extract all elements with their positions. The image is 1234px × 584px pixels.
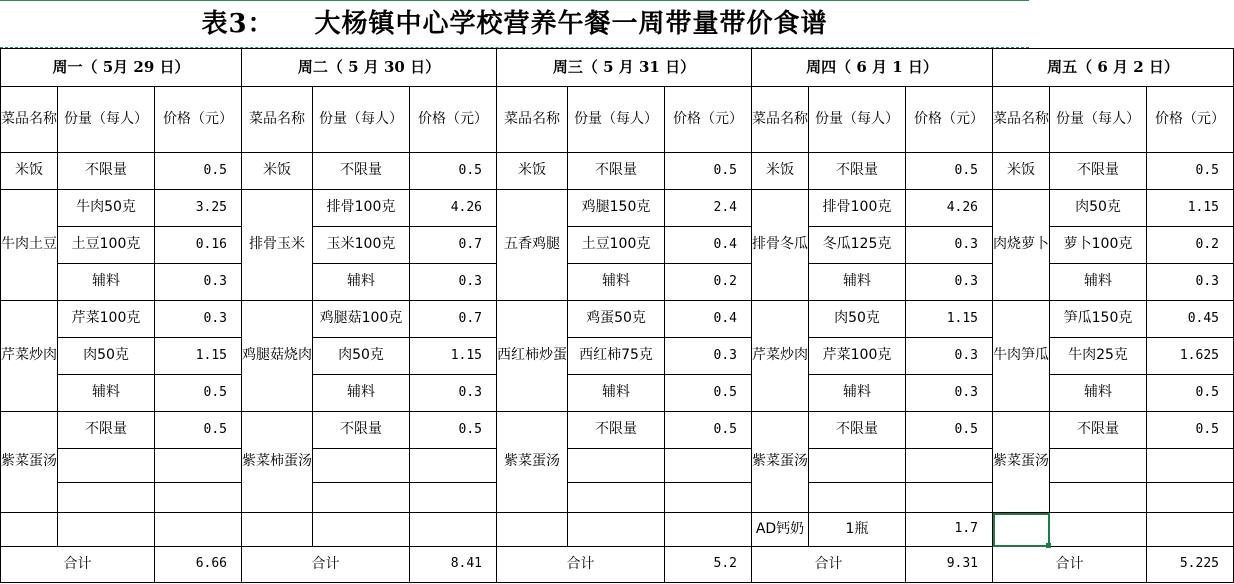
- total-row: [1, 547, 1234, 583]
- price-cell[interactable]: 1.15: [1147, 190, 1234, 227]
- portion-cell[interactable]: 辅料: [809, 375, 906, 412]
- menu-table: [0, 48, 1234, 583]
- portion-cell[interactable]: 辅料: [1050, 264, 1147, 301]
- dish-name-cell[interactable]: 肉烧萝卜: [993, 190, 1050, 301]
- table-row: [1, 49, 1234, 87]
- portion-cell[interactable]: 鸡腿150克: [568, 190, 665, 227]
- dish-name-cell[interactable]: 芹菜炒肉: [1, 301, 58, 412]
- price-cell[interactable]: 1.7: [906, 513, 993, 547]
- price-cell[interactable]: 0.4: [665, 227, 752, 264]
- empty-cell[interactable]: [410, 449, 497, 483]
- portion-cell[interactable]: 鸡蛋50克: [568, 301, 665, 338]
- empty-cell[interactable]: [313, 483, 410, 513]
- price-cell[interactable]: 0.5: [665, 412, 752, 449]
- price-cell[interactable]: 0.3: [665, 338, 752, 375]
- dish-name-cell[interactable]: AD钙奶: [752, 513, 809, 547]
- price-cell[interactable]: 0.5: [1147, 153, 1234, 190]
- price-cell[interactable]: 4.26: [410, 190, 497, 227]
- portion-cell[interactable]: 不限量: [568, 412, 665, 449]
- portion-cell[interactable]: 肉50克: [1050, 190, 1147, 227]
- portion-cell[interactable]: 西红柿75克: [568, 338, 665, 375]
- portion-cell[interactable]: 笋瓜150克: [1050, 301, 1147, 338]
- price-cell[interactable]: 0.3: [410, 264, 497, 301]
- title-main: 大杨镇中心学校营养午餐一周带量带价食谱: [314, 9, 828, 39]
- dish-name-cell[interactable]: 米饭: [1, 153, 58, 190]
- table-row: [1, 483, 1234, 513]
- dish-name-cell[interactable]: 米饭: [242, 153, 313, 190]
- portion-cell[interactable]: [568, 513, 665, 547]
- total-label[interactable]: 合计: [1, 547, 155, 583]
- portion-cell[interactable]: 玉米100克: [313, 227, 410, 264]
- day-header[interactable]: 周四（ 6 月 1 日）: [752, 49, 993, 87]
- empty-cell[interactable]: [1050, 449, 1147, 483]
- price-cell[interactable]: 0.4: [665, 301, 752, 338]
- col-header-price[interactable]: 价格（元）: [410, 87, 497, 153]
- dish-name-cell[interactable]: 紫菜蛋汤: [1, 412, 58, 513]
- total-label[interactable]: 合计: [497, 547, 665, 583]
- portion-cell[interactable]: 牛肉25克: [1050, 338, 1147, 375]
- price-cell[interactable]: 3.25: [155, 190, 242, 227]
- dish-name-cell[interactable]: 米饭: [993, 153, 1050, 190]
- table-row: [1, 301, 1234, 338]
- price-cell[interactable]: 0.5: [410, 153, 497, 190]
- total-label[interactable]: 合计: [752, 547, 906, 583]
- dish-name-cell[interactable]: 排骨冬瓜: [752, 190, 809, 301]
- price-cell[interactable]: 0.3: [906, 264, 993, 301]
- dish-name-cell[interactable]: 米饭: [497, 153, 568, 190]
- portion-cell[interactable]: 不限量: [1050, 153, 1147, 190]
- fill-handle[interactable]: [1046, 543, 1051, 548]
- empty-cell[interactable]: [155, 483, 242, 513]
- portion-cell[interactable]: 土豆100克: [568, 227, 665, 264]
- dish-name-cell[interactable]: 芹菜炒肉: [752, 301, 809, 412]
- day-header[interactable]: 周五（ 6 月 2 日）: [993, 49, 1234, 87]
- portion-cell[interactable]: 辅料: [568, 264, 665, 301]
- empty-cell[interactable]: [665, 483, 752, 513]
- col-header-portion[interactable]: 份量（每人）: [809, 87, 906, 153]
- dish-name-cell[interactable]: 紫菜蛋汤: [752, 412, 809, 513]
- portion-cell[interactable]: [1050, 513, 1147, 547]
- portion-cell[interactable]: 不限量: [313, 153, 410, 190]
- portion-cell[interactable]: 排骨100克: [313, 190, 410, 227]
- col-header-price[interactable]: 价格（元）: [665, 87, 752, 153]
- portion-cell[interactable]: 土豆100克: [58, 227, 155, 264]
- empty-cell[interactable]: [58, 449, 155, 483]
- table-row: [1, 87, 1234, 153]
- col-header-price[interactable]: 价格（元）: [155, 87, 242, 153]
- price-cell[interactable]: 0.5: [1147, 375, 1234, 412]
- price-cell[interactable]: 0.7: [410, 301, 497, 338]
- col-header-portion[interactable]: 份量（每人）: [1050, 87, 1147, 153]
- price-cell[interactable]: [665, 513, 752, 547]
- portion-cell[interactable]: 辅料: [313, 264, 410, 301]
- table-row: [1, 375, 1234, 412]
- price-cell[interactable]: 0.7: [410, 227, 497, 264]
- col-header-portion[interactable]: 份量（每人）: [568, 87, 665, 153]
- dish-name-cell[interactable]: 牛肉笋瓜: [993, 301, 1050, 412]
- portion-cell[interactable]: 鸡腿菇100克: [313, 301, 410, 338]
- dish-name-cell[interactable]: 紫菜蛋汤: [993, 412, 1050, 513]
- price-cell[interactable]: 0.5: [155, 153, 242, 190]
- portion-cell[interactable]: 芹菜100克: [58, 301, 155, 338]
- col-header-dish[interactable]: 菜品名称: [497, 87, 568, 153]
- empty-cell[interactable]: [568, 449, 665, 483]
- dish-name-cell[interactable]: 牛肉土豆: [1, 190, 58, 301]
- price-cell[interactable]: 0.5: [155, 375, 242, 412]
- empty-cell[interactable]: [568, 483, 665, 513]
- price-cell[interactable]: 0.5: [665, 375, 752, 412]
- price-cell[interactable]: 1.625: [1147, 338, 1234, 375]
- empty-cell[interactable]: [155, 449, 242, 483]
- portion-cell[interactable]: 冬瓜125克: [809, 227, 906, 264]
- price-cell[interactable]: 0.16: [155, 227, 242, 264]
- price-cell[interactable]: 0.3: [906, 338, 993, 375]
- empty-cell[interactable]: [906, 449, 993, 483]
- price-cell[interactable]: 0.5: [906, 153, 993, 190]
- portion-cell[interactable]: 1瓶: [809, 513, 906, 547]
- total-label[interactable]: 合计: [993, 547, 1147, 583]
- col-header-dish[interactable]: 菜品名称: [1, 87, 58, 153]
- total-value[interactable]: 5.2: [665, 547, 752, 583]
- empty-cell[interactable]: [809, 483, 906, 513]
- empty-cell[interactable]: [58, 483, 155, 513]
- table-row: [1, 153, 1234, 190]
- price-cell[interactable]: [155, 513, 242, 547]
- portion-cell[interactable]: 辅料: [58, 264, 155, 301]
- col-header-dish[interactable]: 菜品名称: [752, 87, 809, 153]
- price-cell[interactable]: 4.26: [906, 190, 993, 227]
- price-cell[interactable]: [1147, 513, 1234, 547]
- portion-cell[interactable]: 不限量: [313, 412, 410, 449]
- portion-cell[interactable]: 萝卜100克: [1050, 227, 1147, 264]
- dish-name-cell[interactable]: 五香鸡腿: [497, 190, 568, 301]
- portion-cell[interactable]: 辅料: [313, 375, 410, 412]
- portion-cell[interactable]: 不限量: [1050, 412, 1147, 449]
- title-prefix: 表3：: [201, 9, 275, 39]
- day-header[interactable]: 周一（ 5月 29 日）: [1, 49, 242, 87]
- price-cell[interactable]: 0.5: [1147, 412, 1234, 449]
- table-row: [1, 412, 1234, 449]
- empty-cell[interactable]: [809, 449, 906, 483]
- col-header-dish[interactable]: 菜品名称: [242, 87, 313, 153]
- price-cell[interactable]: 1.15: [410, 338, 497, 375]
- day-header[interactable]: 周三（ 5 月 31 日）: [497, 49, 752, 87]
- col-header-price[interactable]: 价格（元）: [1147, 87, 1234, 153]
- col-header-dish[interactable]: 菜品名称: [993, 87, 1050, 153]
- col-header-portion[interactable]: 份量（每人）: [313, 87, 410, 153]
- price-cell[interactable]: 0.3: [155, 264, 242, 301]
- table-row: [1, 190, 1234, 227]
- price-cell[interactable]: 0.5: [410, 412, 497, 449]
- price-cell[interactable]: 0.3: [906, 375, 993, 412]
- dish-name-cell[interactable]: 米饭: [752, 153, 809, 190]
- price-cell[interactable]: 0.3: [1147, 264, 1234, 301]
- portion-cell[interactable]: 肉50克: [313, 338, 410, 375]
- col-header-portion[interactable]: 份量（每人）: [58, 87, 155, 153]
- total-value[interactable]: 8.41: [410, 547, 497, 583]
- dish-name-cell[interactable]: [1, 513, 58, 547]
- empty-cell[interactable]: [410, 483, 497, 513]
- table-row: [1, 513, 1234, 547]
- price-cell[interactable]: 0.45: [1147, 301, 1234, 338]
- portion-cell[interactable]: 肉50克: [809, 301, 906, 338]
- price-cell[interactable]: 0.3: [906, 227, 993, 264]
- total-value[interactable]: 9.31: [906, 547, 993, 583]
- empty-cell[interactable]: [1147, 483, 1234, 513]
- portion-cell[interactable]: 牛肉50克: [58, 190, 155, 227]
- price-cell[interactable]: 0.2: [1147, 227, 1234, 264]
- dish-name-cell[interactable]: 西红柿炒蛋: [497, 301, 568, 412]
- price-cell[interactable]: 0.3: [155, 301, 242, 338]
- portion-cell[interactable]: 不限量: [58, 412, 155, 449]
- empty-cell[interactable]: [665, 449, 752, 483]
- portion-cell[interactable]: [313, 513, 410, 547]
- price-cell[interactable]: 0.5: [906, 412, 993, 449]
- price-cell[interactable]: [410, 513, 497, 547]
- total-label[interactable]: 合计: [242, 547, 410, 583]
- price-cell[interactable]: 1.15: [155, 338, 242, 375]
- portion-cell[interactable]: 不限量: [809, 412, 906, 449]
- empty-cell[interactable]: [1050, 483, 1147, 513]
- portion-cell[interactable]: 不限量: [58, 153, 155, 190]
- empty-cell[interactable]: [906, 483, 993, 513]
- portion-cell[interactable]: 排骨100克: [809, 190, 906, 227]
- empty-cell[interactable]: [313, 449, 410, 483]
- portion-cell[interactable]: 辅料: [1050, 375, 1147, 412]
- price-cell[interactable]: 0.3: [410, 375, 497, 412]
- dish-name-cell[interactable]: 紫菜蛋汤: [497, 412, 568, 513]
- empty-cell[interactable]: [1147, 449, 1234, 483]
- dish-name-cell[interactable]: 紫菜柿蛋汤: [242, 412, 313, 513]
- price-cell[interactable]: 0.5: [665, 153, 752, 190]
- sheet-title: [0, 0, 1029, 48]
- dish-name-cell[interactable]: [242, 513, 313, 547]
- portion-cell[interactable]: 芹菜100克: [809, 338, 906, 375]
- total-value[interactable]: 5.225: [1147, 547, 1234, 583]
- dish-name-cell[interactable]: 排骨玉米: [242, 190, 313, 301]
- day-header[interactable]: 周二（ 5 月 30 日）: [242, 49, 497, 87]
- dish-name-cell[interactable]: [497, 513, 568, 547]
- portion-cell[interactable]: 辅料: [568, 375, 665, 412]
- table-row: [1, 264, 1234, 301]
- portion-cell[interactable]: 不限量: [568, 153, 665, 190]
- price-cell[interactable]: 2.4: [665, 190, 752, 227]
- portion-cell[interactable]: [58, 513, 155, 547]
- selected-cell[interactable]: [993, 513, 1050, 547]
- total-value[interactable]: 6.66: [155, 547, 242, 583]
- price-cell[interactable]: 0.5: [155, 412, 242, 449]
- portion-cell[interactable]: 肉50克: [58, 338, 155, 375]
- dish-name-cell[interactable]: 鸡腿菇烧肉: [242, 301, 313, 412]
- col-header-price[interactable]: 价格（元）: [906, 87, 993, 153]
- portion-cell[interactable]: 辅料: [809, 264, 906, 301]
- portion-cell[interactable]: 不限量: [809, 153, 906, 190]
- price-cell[interactable]: 1.15: [906, 301, 993, 338]
- portion-cell[interactable]: 辅料: [58, 375, 155, 412]
- price-cell[interactable]: 0.2: [665, 264, 752, 301]
